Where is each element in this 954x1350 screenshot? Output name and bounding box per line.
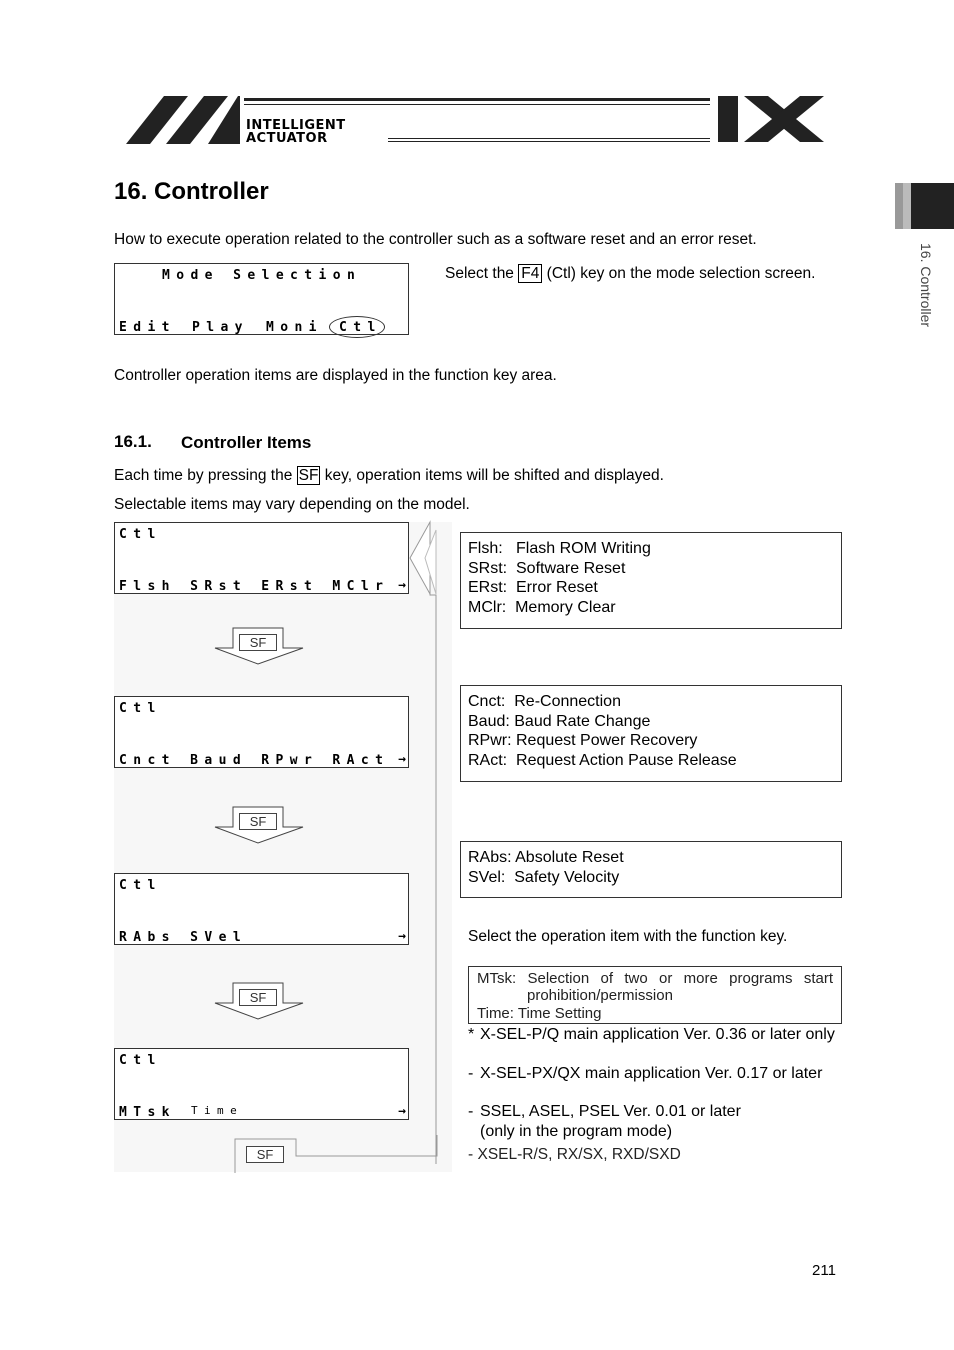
vary-text: Selectable items may vary depending on the model.	[114, 496, 470, 513]
select-item-text: Select the operation item with the function key.	[468, 928, 788, 945]
screen3-line1: Ctl	[119, 878, 162, 893]
sf-key-2: SF	[239, 813, 277, 830]
page-title: 16. Controller	[114, 178, 269, 205]
note-bullet: -	[468, 1103, 474, 1120]
side-tab	[895, 183, 954, 229]
sf-key-label: SF	[298, 467, 319, 484]
note-text: X-SEL-P/Q main application Ver. 0.36 or later only	[480, 1026, 835, 1043]
screen4-right-arrow-icon: →	[398, 1104, 406, 1119]
ctl-screen-4	[114, 1048, 409, 1120]
note-bullet: -	[468, 1065, 474, 1082]
note-text: (only in the program mode)	[480, 1123, 673, 1140]
side-tab-label: 16. Controller	[918, 243, 934, 328]
mode-selection-screen	[114, 263, 409, 335]
screen2-line2: Cnct Baud RPwr RAct	[119, 753, 390, 768]
info-line: RAbs: Absolute Reset	[468, 849, 624, 866]
info-box-2	[460, 685, 842, 782]
note-4	[480, 1122, 672, 1142]
ctl-screen-1	[114, 522, 409, 594]
info-line: MClr: Memory Clear	[468, 598, 616, 616]
fkey-edit: Edit	[119, 320, 176, 335]
f4-key-label: F4	[518, 264, 542, 283]
sf-key-4: SF	[246, 1146, 284, 1163]
screen1-line2: Flsh SRst ERst MClr	[119, 579, 390, 594]
screen3-line2: RAbs SVel	[119, 930, 248, 945]
intro-text: How to execute operation related to the controller such as a software reset and an error reset.	[114, 231, 757, 248]
note-bullet: -	[468, 1146, 474, 1163]
info-line: Baud: Baud Rate Change	[468, 712, 651, 730]
screen1-line1: Ctl	[119, 527, 162, 542]
screen4-line2-mtsk: MTsk	[119, 1105, 176, 1120]
note-5	[468, 1145, 681, 1165]
info-line: SRst: Software Reset	[468, 559, 626, 577]
logo-text-actuator: ACTUATOR	[246, 131, 328, 146]
logo-rule-top	[244, 98, 710, 101]
mode-screen-line1: Mode Selection	[162, 268, 362, 283]
note-text: X-SEL-PX/QX main application Ver. 0.17 or later	[480, 1065, 823, 1082]
mtsk-line1: MTsk: Selection of two or more programs start	[477, 970, 833, 987]
after-mode-text: Controller operation items are displayed in the function key area.	[114, 367, 557, 384]
info-box-3	[460, 841, 842, 898]
note-1	[468, 1025, 840, 1045]
subsection-title: Controller Items	[181, 433, 312, 452]
shift-text: Each time by pressing the SF key, operation items will be shifted and displayed.	[114, 467, 664, 484]
info-line: ERst: Error Reset	[468, 579, 598, 596]
header-logo	[126, 94, 826, 146]
note-text: SSEL, ASEL, PSEL Ver. 0.01 or later	[480, 1103, 741, 1120]
select-f4-text: Select the F4 (Ctl) key on the mode selection screen.	[445, 265, 816, 282]
note-text: XSEL-R/S, RX/SX, RXD/SXD	[477, 1146, 681, 1163]
note-bullet: *	[468, 1026, 475, 1043]
mtsk-box	[468, 966, 842, 1024]
logo-rule-bottom	[388, 138, 710, 139]
ctl-screen-2	[114, 696, 409, 768]
ix-brand-mark	[716, 94, 826, 146]
info-line: Cnct: Re-Connection	[468, 693, 621, 710]
ia-logo-mark	[126, 94, 246, 146]
sf-key-1: SF	[239, 634, 277, 651]
screen3-right-arrow-icon: →	[398, 929, 406, 944]
page-number: 211	[812, 1262, 836, 1279]
flow-connector	[400, 515, 460, 1175]
logo-rule-mid	[244, 104, 710, 105]
screen4-line1: Ctl	[119, 1053, 162, 1068]
screen1-right-arrow-icon: →	[398, 578, 406, 593]
ctl-highlight-ellipse	[329, 316, 385, 338]
info-line: RPwr: Request Power Recovery	[468, 732, 698, 749]
screen2-right-arrow-icon: →	[398, 752, 406, 767]
fkey-moni: Moni	[266, 320, 323, 335]
ctl-screen-3	[114, 873, 409, 945]
screen4-line2-time: Time	[191, 1104, 244, 1117]
info-line: SVel: Safety Velocity	[468, 868, 620, 886]
sf-key-3: SF	[239, 989, 277, 1006]
info-box-1	[460, 532, 842, 629]
screen2-line1: Ctl	[119, 701, 162, 716]
logo-text-intelligent: INTELLIGENT	[246, 118, 346, 133]
fkey-ctl: Ctl	[339, 320, 382, 335]
info-line: Flsh: Flash ROM Writing	[468, 540, 651, 557]
subsection-number: 16.1.	[114, 432, 152, 451]
fkey-play: Play	[192, 320, 249, 335]
note-3	[468, 1102, 840, 1122]
logo-rule-bottom2	[388, 141, 710, 142]
note-2	[468, 1064, 840, 1084]
info-line: RAct: Request Action Pause Release	[468, 751, 737, 769]
mtsk-line3: Time: Time Setting	[477, 1005, 602, 1022]
mtsk-line2: prohibition/permission	[527, 987, 673, 1004]
